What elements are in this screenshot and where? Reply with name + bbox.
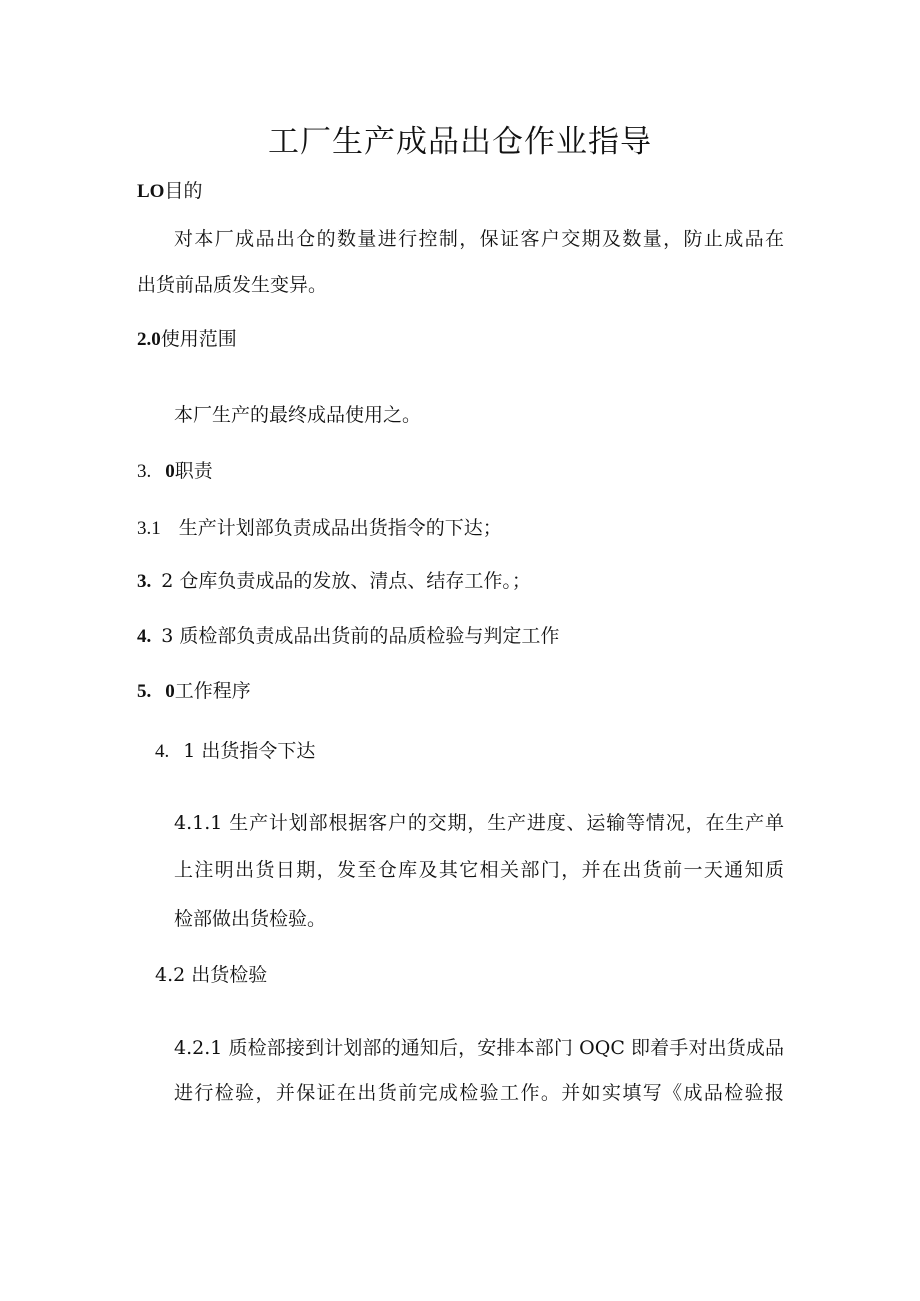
duty-item-3-text: 3 质检部负责成品出货前的品质检验与判定工作 (161, 625, 560, 647)
duty-item-3 (137, 623, 559, 650)
duty-item-1-text: 生产计划部负责成品出货指令的下达； (178, 517, 502, 539)
section-5-number-b: 0 (165, 681, 175, 702)
paragraph-4-1-1-line-1: 4.1.1 生产计划部根据客户的交期，生产进度、运输等情况，在生产单 (174, 812, 784, 834)
duty-item-2 (137, 568, 531, 595)
section-1-number: LO (137, 181, 165, 202)
section-1-title: 目的 (164, 180, 203, 202)
section-1-paragraph-line-1: 对本厂成品出仓的数量进行控制，保证客户交期及数量，防止成品在 (174, 228, 784, 250)
section-2-heading (137, 326, 237, 353)
section-2-paragraph: 本厂生产的最终成品使用之。 (174, 404, 422, 426)
page-title: 工厂生产成品出仓作业指导 (268, 124, 652, 160)
subsection-4-1-title: 1 出货指令下达 (183, 740, 316, 762)
paragraph-4-1-1-line-2: 上注明出货日期，发至仓库及其它相关部门，并在出货前一天通知质 (174, 859, 784, 881)
duty-item-3-number: 4. (137, 626, 152, 647)
section-5-heading (137, 678, 251, 705)
subsection-4-2-heading: 4.2 出货检验 (155, 964, 268, 986)
subsection-4-1-number: 4. (155, 741, 170, 762)
section-5-title: 工作程序 (174, 680, 251, 702)
paragraph-4-2-1-line-2: 进行检验，并保证在出货前完成检验工作。并如实填写《成品检验报 (174, 1082, 784, 1104)
section-5-number-a: 5. (137, 681, 152, 702)
section-1-heading (137, 178, 202, 205)
section-3-title: 职责 (174, 460, 213, 482)
duty-item-1 (137, 515, 502, 542)
section-2-number: 2.0 (137, 329, 161, 350)
duty-item-2-number: 3. (137, 571, 152, 592)
paragraph-4-1-1-line-3: 检部做出货检验。 (174, 908, 327, 930)
paragraph-4-2-1-line-1: 4.2.1 质检部接到计划部的通知后，安排本部门 OQC 即着手对出货成品 (174, 1037, 784, 1059)
section-3-number-a: 3. (137, 461, 152, 482)
section-1-paragraph-line-2: 出货前品质发生变异。 (137, 274, 328, 296)
duty-item-2-text: 2 仓库负责成品的发放、清点、结存工作。； (161, 570, 531, 592)
section-3-number-b: 0 (165, 461, 175, 482)
duty-item-1-number: 3.1 (137, 518, 161, 539)
subsection-4-1-heading (155, 738, 315, 765)
section-3-heading (137, 458, 213, 485)
section-2-title: 使用范围 (160, 328, 237, 350)
